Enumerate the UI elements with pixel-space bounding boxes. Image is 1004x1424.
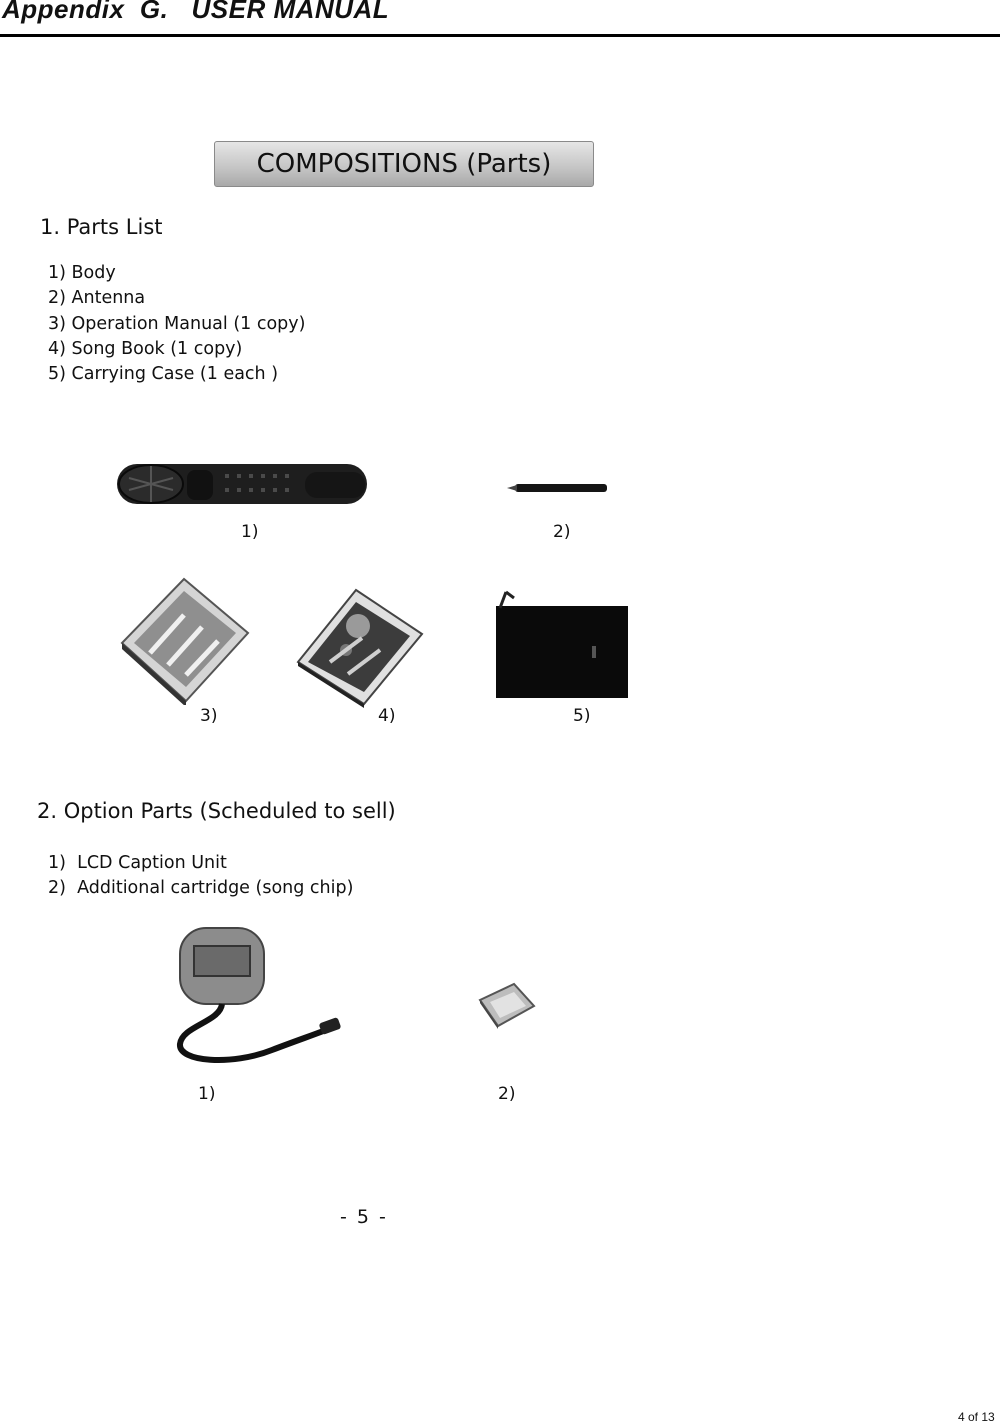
operation-manual-image [120, 575, 250, 705]
option-parts-list [48, 851, 353, 902]
figure-label: 3) [200, 706, 218, 726]
page-number: - 5 - [340, 1206, 388, 1228]
list-item: 2) Antenna [48, 288, 146, 309]
figure-label: 2) [498, 1084, 516, 1104]
parts-list-heading: 1. Parts List [40, 215, 163, 239]
parts-list [48, 261, 305, 387]
list-item: 5) Carrying Case (1 each ) [48, 364, 279, 385]
list-item: 1) Body [48, 263, 116, 283]
song-book-image [296, 578, 424, 708]
compositions-title: COMPOSITIONS (Parts) [256, 149, 552, 179]
figure-label: 1) [241, 522, 259, 542]
appendix-title: Appendix G. USER MANUAL [2, 0, 390, 24]
list-item: 1) LCD Caption Unit [48, 853, 227, 873]
compositions-title-box [214, 141, 594, 187]
carrying-case-image [492, 588, 632, 700]
figure-label: 5) [573, 706, 591, 726]
list-item: 4) Song Book (1 copy) [48, 338, 243, 359]
antenna-image [505, 480, 609, 496]
figure-label: 1) [198, 1084, 216, 1104]
header-rule [0, 34, 1000, 37]
figure-label: 4) [378, 706, 396, 726]
body-microphone-image [115, 458, 375, 514]
song-chip-cartridge-image [476, 980, 538, 1030]
list-item: 2) Additional cartridge (song chip) [48, 878, 354, 899]
list-item: 3) Operation Manual (1 copy) [48, 313, 306, 334]
lcd-caption-unit-image [172, 922, 352, 1072]
figure-label: 2) [553, 522, 571, 542]
sheet-counter: 4 of 13 [958, 1410, 995, 1424]
option-parts-heading: 2. Option Parts (Scheduled to sell) [37, 799, 396, 823]
